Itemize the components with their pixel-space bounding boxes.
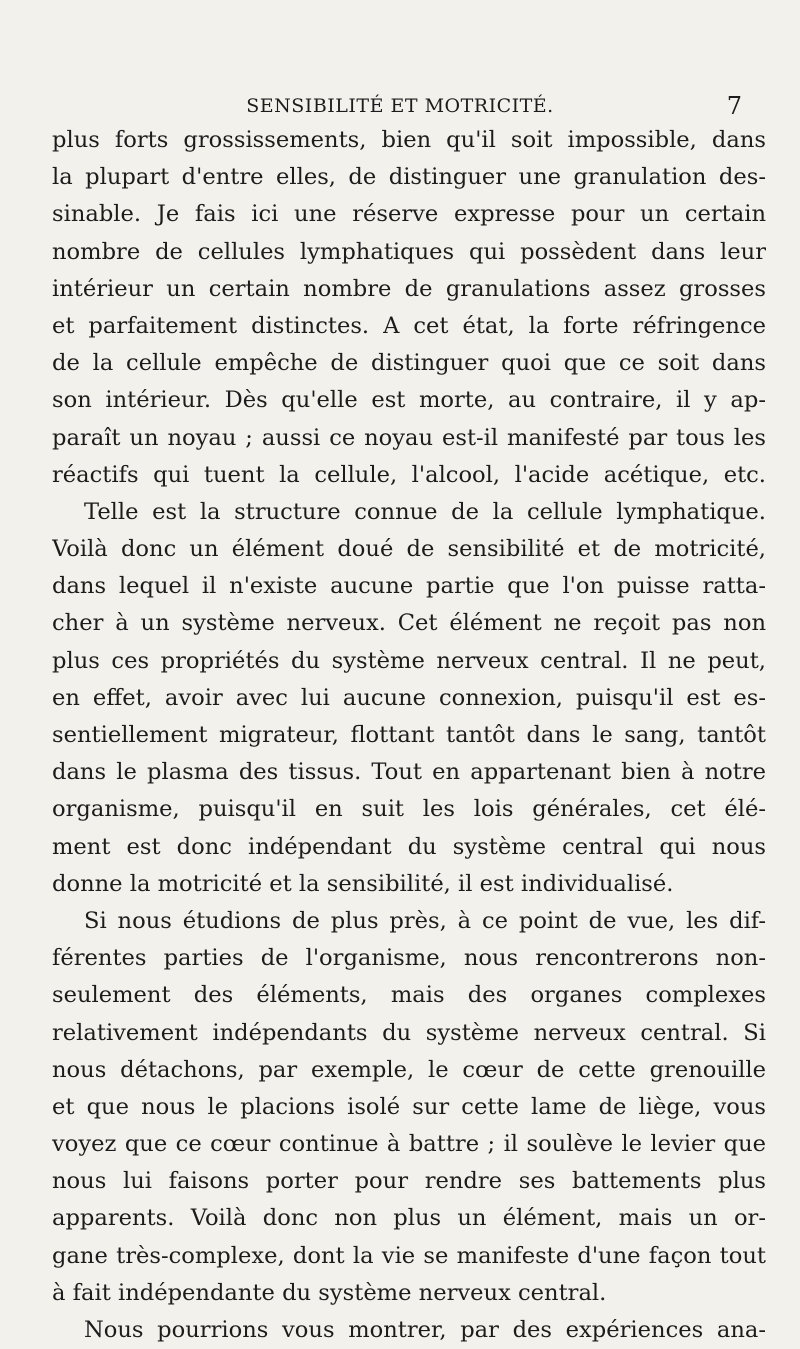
text-line: Nous pourrions vous montrer, par des expériences ana- <box>84 1317 766 1343</box>
text-line: donne la motricité et la sensibilité, il est individualisé. <box>52 870 674 897</box>
text-line: gane très-complexe, dont la vie se manifeste d'une façon tout <box>52 1242 766 1269</box>
text-line: sinable. Je fais ici une réserve expresse pour un certain <box>52 201 766 228</box>
text-line: et que nous le placions isolé sur cette lame de liège, vous <box>52 1093 766 1120</box>
text-line: de la cellule empêche de distinguer quoi que ce soit dans <box>52 350 766 377</box>
text-line: seulement des éléments, mais des organes complexes <box>52 982 766 1009</box>
text-line: sentiellement migrateur, flottant tantôt dans le sang, tantôt <box>52 722 766 748</box>
text-line: apparents. Voilà donc non plus un élément, mais un or- <box>52 1205 766 1232</box>
text-line: nombre de cellules lymphatiques qui possèdent dans leur <box>52 238 766 265</box>
text-line: son intérieur. Dès qu'elle est morte, au contraire, il y ap- <box>52 387 766 414</box>
text-line: férentes parties de l'organisme, nous rencontrerons non- <box>52 945 766 972</box>
text-line: paraît un noyau ; aussi ce noyau est-il manifesté par tous les <box>52 424 766 451</box>
text-line: Voilà donc un élément doué de sensibilité et de motricité, <box>52 536 766 563</box>
text-line: nous lui faisons porter pour rendre ses battements plus <box>52 1168 766 1195</box>
text-line: dans le plasma des tissus. Tout en appartenant bien à notre <box>52 759 766 786</box>
text-line: plus ces propriétés du système nerveux central. Il ne peut, <box>52 647 766 674</box>
text-line: voyez que ce cœur continue à battre ; il soulève le levier que <box>52 1131 766 1158</box>
text-line: organisme, puisqu'il en suit les lois générales, cet élé- <box>52 796 766 823</box>
text-line: en effet, avoir avec lui aucune connexion, puisqu'il est es- <box>52 684 766 711</box>
running-title: SENSIBILITÉ ET MOTRICITÉ. <box>246 95 554 117</box>
text-line: la plupart d'entre elles, de distinguer une granulation des- <box>52 164 766 191</box>
running-head <box>0 92 800 122</box>
text-line: réactifs qui tuent la cellule, l'alcool, l'acide acétique, etc. <box>52 461 766 488</box>
text-line: intérieur un certain nombre de granulations assez grosses <box>52 275 766 302</box>
body-text <box>52 122 766 1349</box>
text-line: et parfaitement distinctes. A cet état, la forte réfringence <box>52 312 766 339</box>
page-number: 7 <box>726 92 742 120</box>
text-line: cher à un système nerveux. Cet élément ne reçoit pas non <box>52 610 766 637</box>
text-line: nous détachons, par exemple, le cœur de cette grenouille <box>52 1056 766 1083</box>
text-line: Telle est la structure connue de la cellule lymphatique. <box>84 498 766 525</box>
text-line: dans lequel il n'existe aucune partie que l'on puisse ratta- <box>52 573 766 600</box>
text-line: ment est donc indépendant du système central qui nous <box>52 833 766 860</box>
text-line: relativement indépendants du système nerveux central. Si <box>52 1019 766 1046</box>
text-line: à fait indépendante du système nerveux central. <box>52 1279 607 1306</box>
text-line: plus forts grossissements, bien qu'il soit impossible, dans <box>52 127 766 153</box>
text-line: Si nous étudions de plus près, à ce point de vue, les dif- <box>84 907 766 934</box>
